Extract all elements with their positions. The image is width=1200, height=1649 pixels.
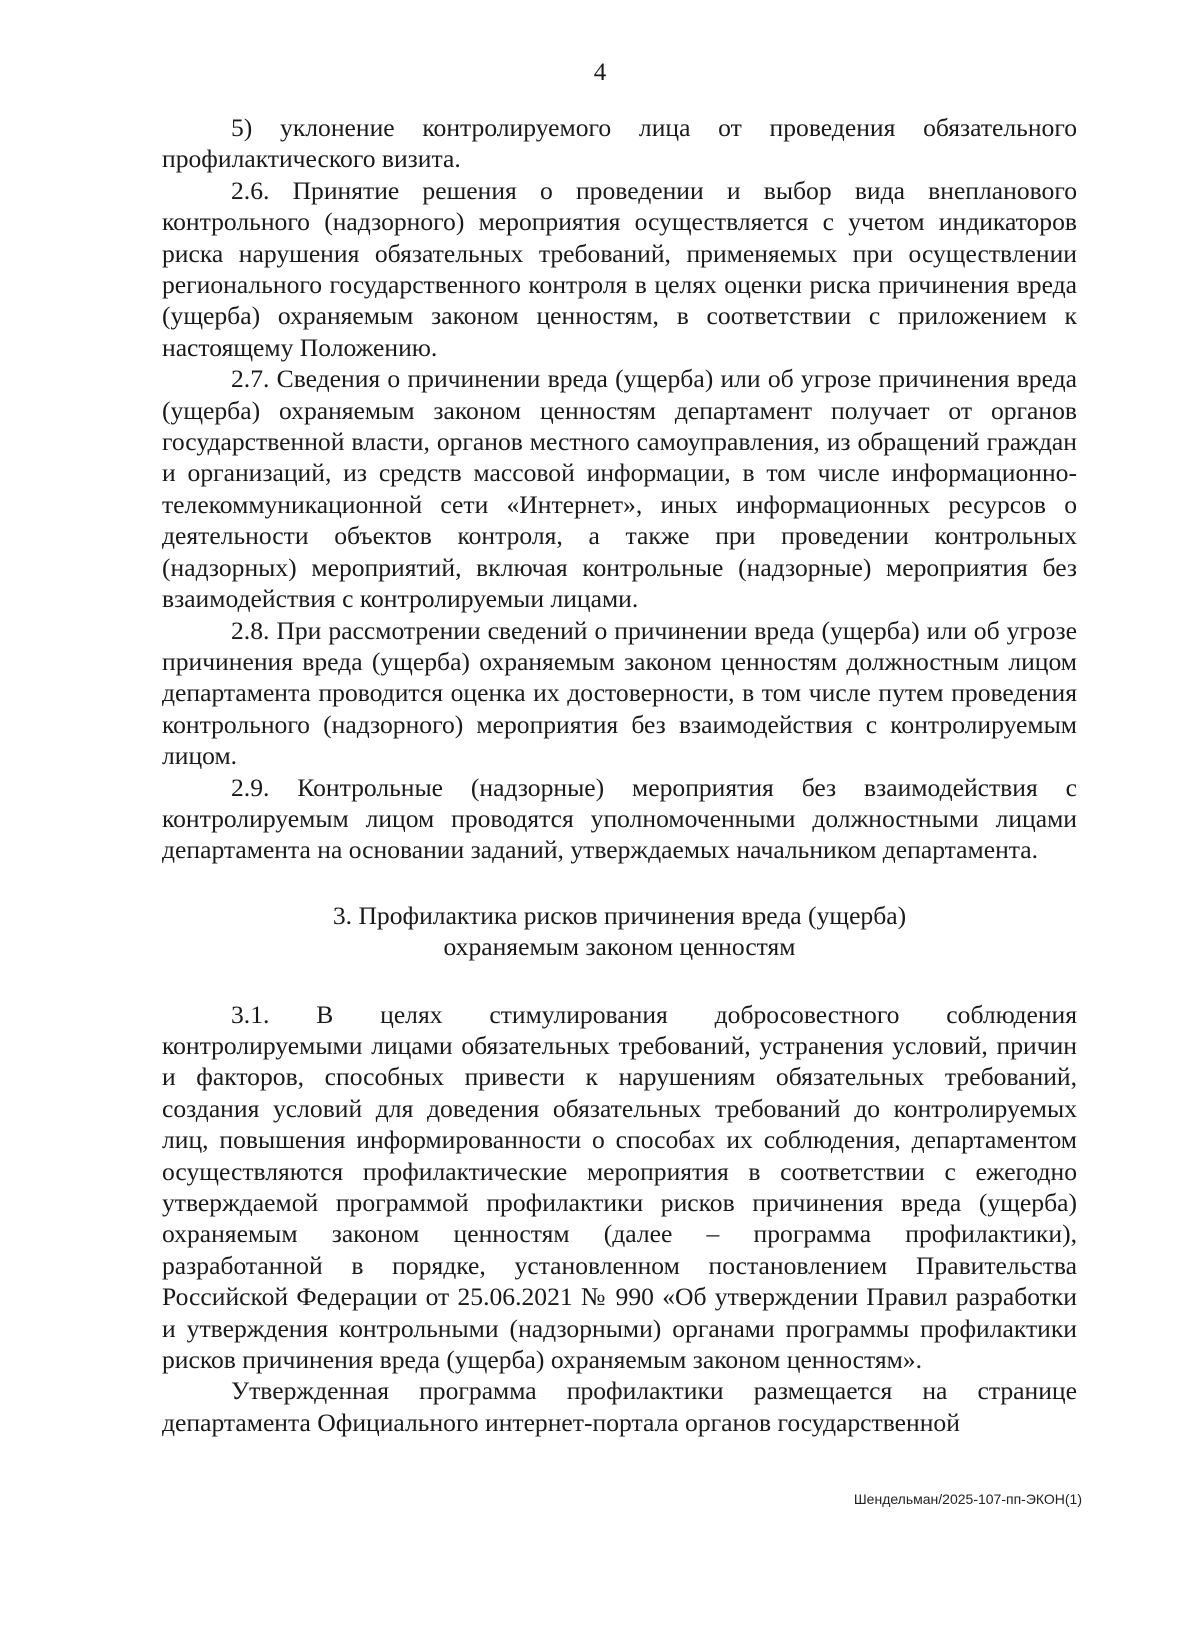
section-3-heading: [162, 900, 1077, 963]
page-number: 4: [593, 59, 607, 86]
document-body: [162, 112, 1077, 1438]
paragraph-5-evasion: 5) уклонение контролируемого лица от проведения обязательного профилактического визита.: [162, 113, 1077, 174]
paragraph-2-7: 2.7. Сведения о причинении вреда (ущерба) или об угрозе причинения вреда (ущерба) охраняемым законом ценностям департамент получает от органов государственной власти, органов местного самоуправления, из обращений граждан и организаций, из средств массовой информации, в том числе информационно-телекоммуникационной сети «Интернет», иных информационных ресурсов о деятельности объектов контроля, а также при проведении контрольных (надзорных) мероприятий, включая контрольные (надзорные) мероприятия без взаимодействия с контролируемыи лицами.: [162, 364, 1077, 614]
paragraph-2-8: 2.8. При рассмотрении сведений о причинении вреда (ущерба) или об угрозе причинения вреда (ущерба) охраняемым законом ценностям должностным лицом департамента проводится оценка их достоверности, в том числе путем проведения контрольного (надзорного) мероприятия без взаимодействия с контролируемым лицом.: [162, 615, 1077, 771]
section-heading-line-2: охраняемым законом ценностям: [443, 932, 796, 962]
paragraph-2-9: 2.9. Контрольные (надзорные) мероприятия без взаимодействия с контролируемым лицом проводятся уполномоченными должностными лицами департамента на основании заданий, утверждаемых начальником департамента.: [162, 772, 1077, 865]
paragraph-3-1: 3.1. В целях стимулирования добросовестного соблюдения контролируемыми лицами обязательных требований, устранения условий, причин и факторов, способных привести к нарушениям обязательных требований, создания условий для доведения обязательных требований до контролируемых лиц, повышения информированности о способах их соблюдения, департаментом осуществляются профилактические мероприятия в соответствии с ежегодно утверждаемой программой профилактики рисков причинения вреда (ущерба) охраняемым законом ценностям (далее – программа профилактики), разработанной в порядке, установленном постановлением Правительства Российской Федерации от 25.06.2021 № 990 «Об утверждении Правил разработки и утверждения контрольными (надзорными) органами программы профилактики рисков причинения вреда (ущерба) охраняемым законом ценностям».: [162, 999, 1077, 1375]
paragraph-program-placement: Утвержденная программа профилактики размещается на странице департамента Официального интернет-портала органов государственной: [162, 1376, 1077, 1437]
document-code-footer: Шендельман/2025-107-пп-ЭКОН(1): [853, 1491, 1082, 1507]
section-heading-line-1: 3. Профилактика рисков причинения вреда (ущерба): [332, 900, 907, 930]
paragraph-2-6: 2.6. Принятие решения о проведении и выбор вида внепланового контрольного (надзорного) мероприятия осуществляется с учетом индикаторов риска нарушения обязательных требований, применяемых при осуществлении регионального государственного контроля в целях оценки риска причинения вреда (ущерба) охраняемым законом ценностям, в соответствии с приложением к настоящему Положению.: [162, 175, 1077, 362]
